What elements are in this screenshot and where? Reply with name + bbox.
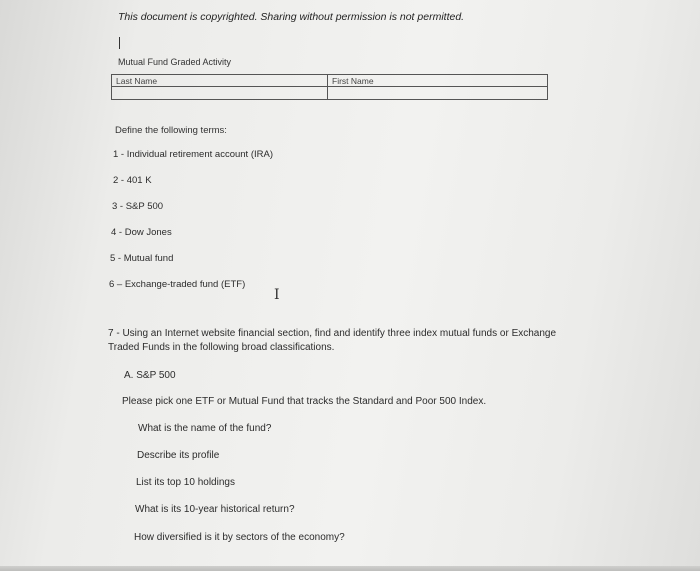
activity-title: Mutual Fund Graded Activity [118,57,232,67]
term-item: 6 – Exchange-traded fund (ETF) [109,279,246,290]
define-heading: Define the following terms: [115,125,227,136]
term-item: 1 - Individual retirement account (IRA) [113,149,273,160]
sub-question: What is the name of the fund? [138,423,272,434]
term-item: 5 - Mutual fund [110,253,174,264]
sub-question: List its top 10 holdings [136,477,235,488]
instruction-text: Please pick one ETF or Mutual Fund that tracks the Standard and Poor 500 Index. [122,396,487,407]
sub-question: Describe its profile [137,450,220,461]
term-item: 4 - Dow Jones [111,227,172,238]
copyright-notice: This document is copyrighted. Sharing without permission is not permitted. [118,11,465,23]
sub-question: How diversified is it by sectors of the economy? [134,532,345,543]
text-caret [119,37,120,49]
last-name-label: Last Name [112,75,328,87]
term-item: 2 - 401 K [113,175,152,186]
section-a-heading: A. S&P 500 [124,370,176,381]
last-name-field[interactable] [112,87,328,99]
question-7: 7 - Using an Internet website financial section, find and identify three index mutual funds or Exchange Traded Funds in the following broad classifications. [108,328,557,353]
term-item: 3 - S&P 500 [112,201,164,212]
page-bottom-edge [0,566,700,571]
first-name-label: First Name [328,75,547,87]
text-cursor-icon: I [274,287,280,303]
sub-question: What is its 10-year historical return? [135,504,295,515]
name-table [111,74,548,100]
